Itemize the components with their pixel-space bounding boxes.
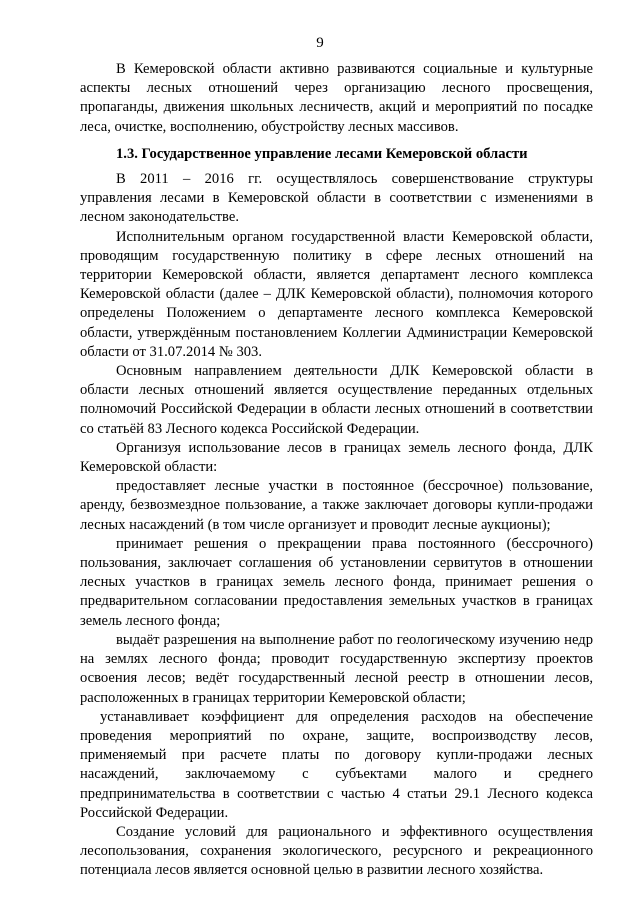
document-body xyxy=(80,60,593,881)
page-number: 9 xyxy=(316,35,324,51)
list-item-makes-decisions: принимает решения о прекращении права постоянного (бессрочного) пользования, заключает соглашения об установлении сервитутов в отношении лесных участков в границах земель лесного фонда, принимает решения о предварительном согласовании предоставления земельных участков в границах земель лесного фонда; xyxy=(80,535,593,629)
paragraph-main-direction: Основным направлением деятельности ДЛК Кемеровской области в области лесных отношений является осуществление переданных отдельных полномочий Российской Федерации в области лесных отношений в соответствии со статьёй 83 Лесного кодекса Российской Федерации. xyxy=(80,363,593,437)
paragraph-2011-2016: В 2011 – 2016 гг. осуществлялось совершенствование структуры управления лесами в Кемеровской области в соответствии с изменениями в лесном законодательстве. xyxy=(80,171,593,226)
section-heading: 1.3. Государственное управление лесами Кемеровской области xyxy=(116,145,528,162)
paragraph-organizing-use: Организуя использование лесов в границах земель лесного фонда, ДЛК Кемеровской области: xyxy=(80,439,593,476)
list-item-sets-coefficient: устанавливает коэффициент для определения расходов на обеспечение проведения мероприятий по охране, защите, воспроизводству лесов, применяемый при расчете платы по договору купли-продажи лесных насаждений, заключаемому с субъектами малого и среднего предпринимательства в соответствии с частью 4 статьи 29.1 Лесного кодекса Российской Федерации. xyxy=(80,708,593,821)
paragraph-social-aspects: В Кемеровской области активно развиваются социальные и культурные аспекты лесных отношений через организацию лесного просвещения, пропаганды, движения школьных лесничеств, акций и мероприятий по посадке леса, очистке, восполнению, обустройству лесных массивов. xyxy=(80,61,593,135)
list-item-provides-plots: предоставляет лесные участки в постоянное (бессрочное) пользование, аренду, безвозмездное пользование, а также заключает договоры купли-продажи лесных насаждений (в том числе организует и проводит лесные аукционы); xyxy=(80,478,593,533)
paragraph-executive-body: Исполнительным органом государственной власти Кемеровской области, проводящим государственную политику в сфере лесных отношений на территории Кемеровской области, является департамент лесного комплекса Кемеровской области (далее – ДЛК Кемеровской области), полномочия которого определены Положением о департаменте лесного комплекса Кемеровской области, утверждённым постановлением Коллегии Администрации Кемеровской области от 31.07.2014 № 303. xyxy=(80,228,593,360)
paragraph-main-goal: Создание условий для рационального и эффективного осуществления лесопользования, сохранения экологического, ресурсного и рекреационного потенциала лесов является основной целью в развитии лесного хозяйства. xyxy=(80,823,593,879)
list-item-issues-permits: выдаёт разрешения на выполнение работ по геологическому изучению недр на землях лесного фонда; проводит государственную экспертизу проектов освоения лесов; ведёт государственный лесной реестр в отношении лесов, расположенных в границах территории Кемеровской области; xyxy=(80,631,593,706)
